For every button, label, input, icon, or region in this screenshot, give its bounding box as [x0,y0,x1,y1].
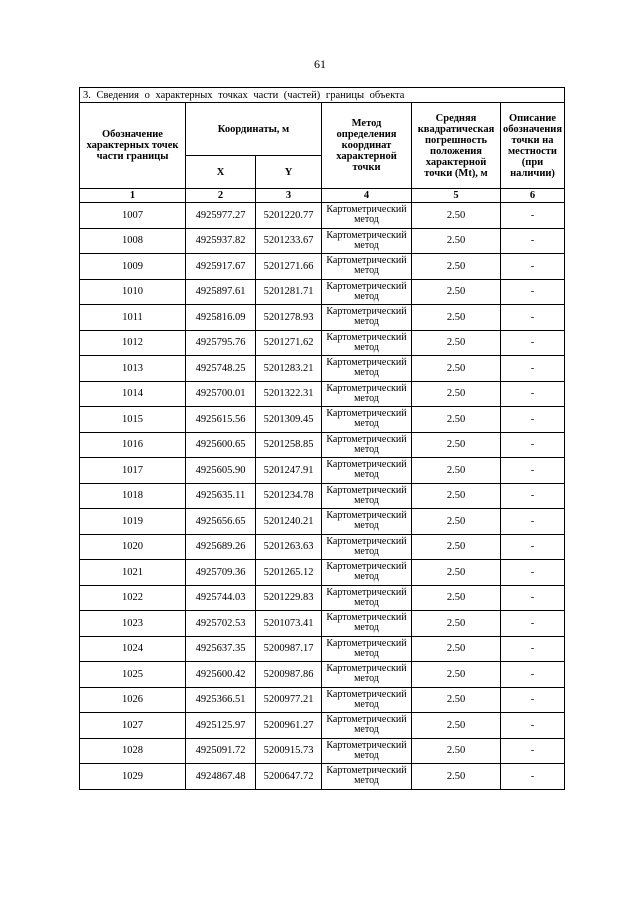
description-cell: - [501,585,565,611]
description-cell: - [501,254,565,280]
method-cell: Картометрический метод [322,738,412,764]
coord-y-cell: 5201309.45 [256,407,322,433]
accuracy-cell: 2.50 [412,509,501,535]
section-title: 3. Сведения о характерных точках части (частей) границы объекта [80,88,565,103]
point-id-cell: 1019 [80,509,186,535]
method-cell: Картометрический метод [322,254,412,280]
table-row [80,534,565,560]
description-cell: - [501,407,565,433]
coord-x-cell: 4925635.11 [186,483,256,509]
description-cell: - [501,432,565,458]
accuracy-cell: 2.50 [412,381,501,407]
column-number: 5 [412,189,501,203]
table-row [80,611,565,637]
accuracy-cell: 2.50 [412,407,501,433]
coord-x-cell: 4925795.76 [186,330,256,356]
header-coordinates: Координаты, м [186,103,322,156]
column-numbers-row [80,189,565,203]
method-cell: Картометрический метод [322,636,412,662]
point-id-cell: 1023 [80,611,186,637]
accuracy-cell: 2.50 [412,662,501,688]
accuracy-cell: 2.50 [412,254,501,280]
description-cell: - [501,764,565,790]
coord-y-cell: 5201265.12 [256,560,322,586]
method-cell: Картометрический метод [322,381,412,407]
method-cell: Картометрический метод [322,713,412,739]
method-cell: Картометрический метод [322,228,412,254]
point-id-cell: 1010 [80,279,186,305]
description-cell: - [501,305,565,331]
point-id-cell: 1028 [80,738,186,764]
method-cell: Картометрический метод [322,458,412,484]
coord-y-cell: 5201220.77 [256,203,322,229]
coord-y-cell: 5201278.93 [256,305,322,331]
point-id-cell: 1009 [80,254,186,280]
table-row [80,381,565,407]
point-id-cell: 1027 [80,713,186,739]
description-cell: - [501,356,565,382]
method-cell: Картометрический метод [322,509,412,535]
accuracy-cell: 2.50 [412,458,501,484]
table-row [80,509,565,535]
coord-y-cell: 5200647.72 [256,764,322,790]
coord-x-cell: 4925605.90 [186,458,256,484]
point-id-cell: 1016 [80,432,186,458]
coord-x-cell: 4925637.35 [186,636,256,662]
table-row [80,560,565,586]
description-cell: - [501,687,565,713]
coord-y-cell: 5201073.41 [256,611,322,637]
boundary-points-table [79,87,565,790]
column-number: 1 [80,189,186,203]
point-id-cell: 1025 [80,662,186,688]
method-cell: Картометрический метод [322,432,412,458]
method-cell: Картометрический метод [322,305,412,331]
coord-x-cell: 4925091.72 [186,738,256,764]
point-id-cell: 1018 [80,483,186,509]
point-id-cell: 1015 [80,407,186,433]
table-row [80,203,565,229]
table-row [80,662,565,688]
column-number: 6 [501,189,565,203]
accuracy-cell: 2.50 [412,432,501,458]
method-cell: Картометрический метод [322,407,412,433]
coord-y-cell: 5201234.78 [256,483,322,509]
table-row [80,585,565,611]
method-cell: Картометрический метод [322,585,412,611]
table-row [80,713,565,739]
point-id-cell: 1007 [80,203,186,229]
coord-x-cell: 4925709.36 [186,560,256,586]
header-x: X [186,156,256,189]
coord-y-cell: 5200961.27 [256,713,322,739]
coord-y-cell: 5200915.73 [256,738,322,764]
point-id-cell: 1022 [80,585,186,611]
table-row [80,356,565,382]
accuracy-cell: 2.50 [412,279,501,305]
coord-x-cell: 4925600.42 [186,662,256,688]
accuracy-cell: 2.50 [412,305,501,331]
coord-y-cell: 5200987.17 [256,636,322,662]
description-cell: - [501,458,565,484]
header-description: Описание обозначения точки на местности (при наличии) [501,103,565,189]
coord-x-cell: 4925615.56 [186,407,256,433]
coord-x-cell: 4925816.09 [186,305,256,331]
accuracy-cell: 2.50 [412,585,501,611]
description-cell: - [501,279,565,305]
coord-x-cell: 4925600.65 [186,432,256,458]
point-id-cell: 1029 [80,764,186,790]
coord-y-cell: 5201271.66 [256,254,322,280]
accuracy-cell: 2.50 [412,713,501,739]
point-id-cell: 1011 [80,305,186,331]
method-cell: Картометрический метод [322,279,412,305]
coord-y-cell: 5201271.62 [256,330,322,356]
table-row [80,330,565,356]
table-row [80,687,565,713]
coord-y-cell: 5201240.21 [256,509,322,535]
method-cell: Картометрический метод [322,560,412,586]
method-cell: Картометрический метод [322,534,412,560]
accuracy-cell: 2.50 [412,534,501,560]
coord-y-cell: 5201263.63 [256,534,322,560]
coord-x-cell: 4925702.53 [186,611,256,637]
description-cell: - [501,381,565,407]
coord-x-cell: 4925125.97 [186,713,256,739]
column-number: 4 [322,189,412,203]
table-row [80,764,565,790]
description-cell: - [501,534,565,560]
header-y: Y [256,156,322,189]
table-row [80,432,565,458]
method-cell: Картометрический метод [322,203,412,229]
coord-y-cell: 5201247.91 [256,458,322,484]
description-cell: - [501,636,565,662]
accuracy-cell: 2.50 [412,483,501,509]
coord-y-cell: 5201229.83 [256,585,322,611]
coord-y-cell: 5201258.85 [256,432,322,458]
accuracy-cell: 2.50 [412,203,501,229]
coord-y-cell: 5201281.71 [256,279,322,305]
accuracy-cell: 2.50 [412,228,501,254]
description-cell: - [501,330,565,356]
coord-x-cell: 4925366.51 [186,687,256,713]
coord-x-cell: 4924867.48 [186,764,256,790]
point-id-cell: 1021 [80,560,186,586]
header-designation: Обозначение характерных точек части границы [80,103,186,189]
point-id-cell: 1014 [80,381,186,407]
table-row [80,305,565,331]
description-cell: - [501,509,565,535]
accuracy-cell: 2.50 [412,738,501,764]
point-id-cell: 1024 [80,636,186,662]
header-accuracy: Средняя квадратическая погрешность положения характерной точки (Mt), м [412,103,501,189]
coord-x-cell: 4925700.01 [186,381,256,407]
description-cell: - [501,738,565,764]
description-cell: - [501,560,565,586]
table-row [80,407,565,433]
table-row [80,228,565,254]
point-id-cell: 1012 [80,330,186,356]
point-id-cell: 1013 [80,356,186,382]
table-row [80,458,565,484]
coord-y-cell: 5200987.86 [256,662,322,688]
description-cell: - [501,228,565,254]
table-row [80,738,565,764]
coord-x-cell: 4925748.25 [186,356,256,382]
method-cell: Картометрический метод [322,483,412,509]
accuracy-cell: 2.50 [412,687,501,713]
point-id-cell: 1008 [80,228,186,254]
column-number: 2 [186,189,256,203]
coord-x-cell: 4925977.27 [186,203,256,229]
coord-y-cell: 5201322.31 [256,381,322,407]
point-id-cell: 1020 [80,534,186,560]
description-cell: - [501,713,565,739]
description-cell: - [501,611,565,637]
accuracy-cell: 2.50 [412,611,501,637]
coord-x-cell: 4925744.03 [186,585,256,611]
coord-x-cell: 4925897.61 [186,279,256,305]
coord-y-cell: 5200977.21 [256,687,322,713]
coord-x-cell: 4925937.82 [186,228,256,254]
page-number: 61 [314,57,326,71]
point-id-cell: 1026 [80,687,186,713]
accuracy-cell: 2.50 [412,330,501,356]
accuracy-cell: 2.50 [412,764,501,790]
method-cell: Картометрический метод [322,662,412,688]
method-cell: Картометрический метод [322,611,412,637]
method-cell: Картометрический метод [322,356,412,382]
method-cell: Картометрический метод [322,764,412,790]
coord-y-cell: 5201233.67 [256,228,322,254]
table-row [80,279,565,305]
method-cell: Картометрический метод [322,687,412,713]
accuracy-cell: 2.50 [412,356,501,382]
description-cell: - [501,662,565,688]
table-row [80,254,565,280]
table-row [80,636,565,662]
accuracy-cell: 2.50 [412,560,501,586]
accuracy-cell: 2.50 [412,636,501,662]
table-row [80,483,565,509]
column-number: 3 [256,189,322,203]
coord-x-cell: 4925689.26 [186,534,256,560]
description-cell: - [501,483,565,509]
header-method: Метод определения координат характерной точки [322,103,412,189]
coord-x-cell: 4925917.67 [186,254,256,280]
description-cell: - [501,203,565,229]
method-cell: Картометрический метод [322,330,412,356]
coord-y-cell: 5201283.21 [256,356,322,382]
coord-x-cell: 4925656.65 [186,509,256,535]
point-id-cell: 1017 [80,458,186,484]
